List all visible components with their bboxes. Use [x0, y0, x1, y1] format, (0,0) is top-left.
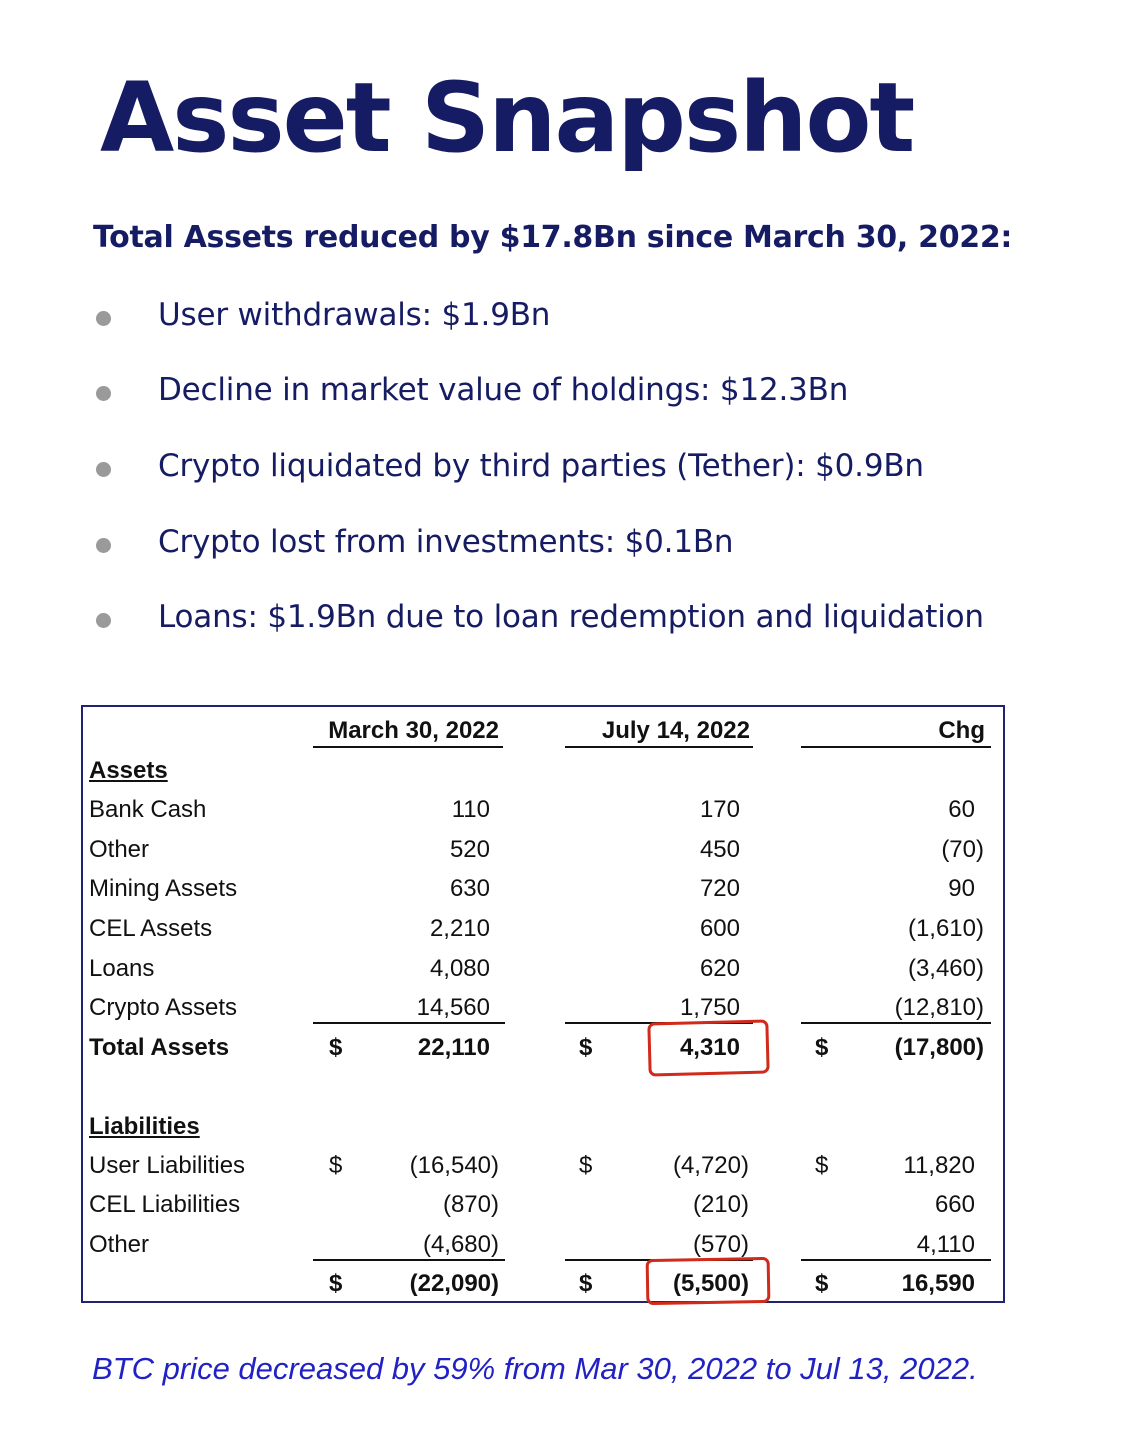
assets-heading: Assets — [89, 757, 168, 784]
list-item — [0, 372, 1125, 412]
cell-july: 1,750 — [679, 994, 740, 1021]
currency-symbol: $ — [329, 1270, 343, 1297]
highlight-circle — [647, 1019, 769, 1076]
row-label: CEL Assets — [89, 915, 213, 942]
currency-symbol: $ — [329, 1152, 343, 1179]
liabilities-heading: Liabilities — [89, 1113, 200, 1140]
cell-chg: (17,800) — [894, 1034, 984, 1061]
cell-march: 4,080 — [429, 955, 490, 982]
cell-march: 520 — [449, 836, 490, 863]
cell-chg: (12,810) — [894, 994, 984, 1021]
cell-march: (870) — [442, 1191, 499, 1218]
currency-symbol: $ — [579, 1034, 593, 1061]
list-item-text: Crypto lost from investments: $0.1Bn — [158, 524, 734, 560]
cell-march: (22,090) — [409, 1270, 499, 1297]
list-item — [0, 599, 1125, 639]
row-label: Mining Assets — [89, 875, 238, 902]
cell-chg: 11,820 — [903, 1152, 975, 1179]
cell-july: (570) — [692, 1231, 749, 1258]
cell-july: 600 — [699, 915, 740, 942]
cell-july: (5,500) — [672, 1270, 749, 1297]
bullet-icon — [96, 386, 111, 401]
header-underline — [313, 746, 503, 748]
cell-july: 4,310 — [679, 1034, 740, 1061]
row-label: Loans — [89, 955, 155, 982]
list-item — [0, 448, 1125, 488]
list-item-text: User withdrawals: $1.9Bn — [158, 297, 551, 333]
cell-march: 14,560 — [416, 994, 490, 1021]
subtotal-rule — [801, 1259, 991, 1261]
header-underline — [565, 746, 753, 748]
bullet-icon — [96, 462, 111, 477]
column-header-march: March 30, 2022 — [328, 717, 499, 744]
page-title: Asset Snapshot — [100, 62, 914, 174]
row-label: Other — [89, 836, 150, 863]
footnote: BTC price decreased by 59% from Mar 30, 2022 to Jul 13, 2022. — [92, 1351, 978, 1386]
cell-july: (4,720) — [672, 1152, 749, 1179]
list-item — [0, 297, 1125, 337]
cell-july: 450 — [699, 836, 740, 863]
cell-march: 22,110 — [417, 1034, 490, 1061]
cell-march: 630 — [449, 875, 490, 902]
cell-july: 720 — [699, 875, 740, 902]
currency-symbol: $ — [815, 1270, 829, 1297]
column-header-chg: Chg — [938, 717, 985, 744]
balance-table — [81, 705, 1005, 1303]
cell-march: 2,210 — [429, 915, 490, 942]
currency-symbol: $ — [815, 1034, 829, 1061]
subtotal-rule — [313, 1259, 505, 1261]
highlight-circle — [646, 1257, 771, 1305]
cell-chg: (3,460) — [907, 955, 984, 982]
bullet-icon — [96, 613, 111, 628]
header-underline — [801, 746, 991, 748]
cell-july: 620 — [699, 955, 740, 982]
cell-march: (16,540) — [409, 1152, 499, 1179]
row-label: Bank Cash — [89, 796, 207, 823]
cell-march: 110 — [451, 796, 490, 823]
bullet-icon — [96, 538, 111, 553]
cell-chg: 660 — [934, 1191, 975, 1218]
column-header-july: July 14, 2022 — [601, 717, 750, 744]
cell-chg: (70) — [941, 836, 984, 863]
list-item-text: Crypto liquidated by third parties (Tether): $0.9Bn — [158, 448, 924, 484]
cell-chg: 4,110 — [916, 1231, 975, 1258]
cell-chg: 60 — [948, 796, 975, 823]
row-label: User Liabilities — [89, 1152, 246, 1179]
row-label: CEL Liabilities — [89, 1191, 241, 1218]
cell-july: 170 — [699, 796, 740, 823]
summary-heading: Total Assets reduced by $17.8Bn since March 30, 2022: — [93, 220, 1013, 255]
currency-symbol: $ — [579, 1270, 593, 1297]
cell-march: (4,680) — [422, 1231, 499, 1258]
list-item-text: Loans: $1.9Bn due to loan redemption and liquidation — [158, 599, 984, 635]
row-label: Total Assets — [89, 1034, 230, 1061]
currency-symbol: $ — [815, 1152, 829, 1179]
subtotal-rule — [313, 1022, 505, 1024]
cell-chg: 16,590 — [901, 1270, 975, 1297]
row-label: Other — [89, 1231, 150, 1258]
currency-symbol: $ — [329, 1034, 343, 1061]
list-item-text: Decline in market value of holdings: $12.3Bn — [158, 372, 849, 408]
list-item — [0, 524, 1125, 564]
row-label: Crypto Assets — [89, 994, 238, 1021]
bullet-icon — [96, 311, 111, 326]
cell-chg: (1,610) — [907, 915, 984, 942]
currency-symbol: $ — [579, 1152, 593, 1179]
cell-july: (210) — [692, 1191, 749, 1218]
subtotal-rule — [801, 1022, 991, 1024]
cell-chg: 90 — [948, 875, 975, 902]
